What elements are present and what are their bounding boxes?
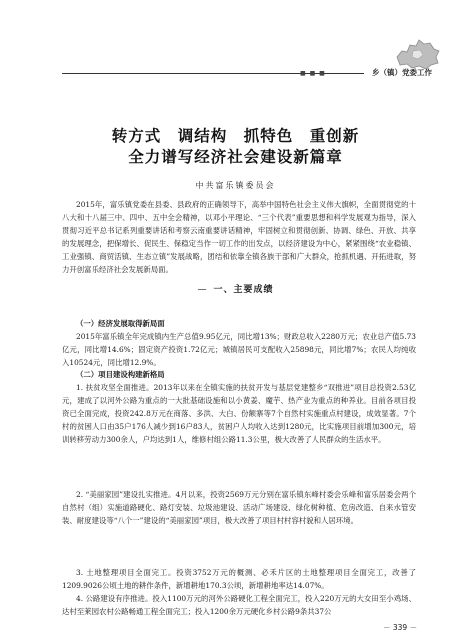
article-author: 中共富乐镇委员会 (195, 181, 276, 190)
article-title-line1: 转方式 调结构 抓特色 重创新 (111, 126, 360, 145)
subsection-heading-economy: （一）经济发展取得新局面 (76, 319, 165, 328)
article-title-line2: 全力谱写经济社会建设新篇章 (128, 147, 343, 166)
intro-paragraph: 2015年，富乐镇党委在县委、县政府的正确领导下，高举中国特色社会主义伟大旗帜，全面贯彻党的十八大和十八届三中、四中、五中全会精神，以邓小平理论、“三个代表”重要思想和科学发展观为指导，深入贯彻习近平总书记系列重要讲话和考察云南重要讲话精神，牢固树立和贯彻创新、协调、绿色、开放、共享的发展理念，把保增长、促民生、保稳定当作一切工作的出发点，以经济建设为中心，紧紧围绕“农业稳镇、工业强镇、商贸活镇、生态立镇”发展战略，团结和依靠全镇各族干部和广大群众，抢抓机遇、开拓进取，努力开创富乐经济社会发展新局面。 (62, 200, 416, 274)
beautiful-home-paragraph: 2. “美丽家园”建设扎实推进。4月以来，投资2569万元分别在富乐镇东峰村委会乐峰和富乐居委会两个自然村（组）实施道路硬化、路灯安装、垃圾池建设、活动广场建设、绿化树种植、危房改造、自来水管安装、耐度建设等“八个一”建设的“美丽家园”项目，极大改善了项目村村容村貌和人居环境。 (62, 490, 416, 525)
heading-dash-left: — (197, 285, 208, 295)
county-map-icon (393, 37, 441, 71)
poverty-alleviation-paragraph: 1. 扶贫攻坚全面推进。2013年以来在全镇实施的扶贫开发与基层党建整乡“双推进”项目总投资2.53亿元，建成了以河外公路为重点的一大批基础设施和以小黄姜、魔芋、热产业为重点的种养业。目前各项目投资已全面完成，投资242.8万元在商落、多洪、大白、份额寨等7个自然村实施重点村建设，成效显著。7个村的贫困人口由35户176人减少到16户83人，贫困户人均收入达到1280元，比实施项目前增加300元，培训转移劳动力300余人，户均达到1人，维修村组公路11.3公里，极大改善了人民群众的生活水平。 (62, 383, 416, 444)
section-tag: 乡（镇）党委工作 (372, 68, 432, 77)
section-heading-text: 一、主要成绩 (213, 285, 274, 295)
header-dots: ■ ■ ■ (300, 70, 326, 77)
subsection-heading-projects: （二）项目建设构建新格局 (76, 370, 165, 379)
section-heading (0, 282, 471, 295)
road-construction-paragraph: 4. 公路建设有序推进。投入1100万元的河外公路硬化工程全面完工，投入220万元的大女田至小鸡场、达村至莱园农村公路畅通工程全面完工；投入1200余万元硬化乡村公路9条共37公 (62, 594, 416, 616)
land-consolidation-paragraph: 3. 土地整理项目全面完工。投资3752万元的概测、必禾片区的土地整理项目全面完工，改善了1209.9026公顷土地的耕作条件，新增耕地170.3公顷，新增耕地率达14.07%。 (62, 568, 416, 590)
economy-paragraph: 2015年富乐镇全年完成镇内生产总值9.95亿元，同比增13%；财政总收入2280万元；农业总产值5.73亿元，同比增14.6%；固定资产投资1.72亿元；城镇居民可支配收入25898元，同比增7%；农民人均纯收入10524元，同比增12.9%。 (62, 332, 416, 367)
page-number: － 339 － (383, 623, 418, 632)
